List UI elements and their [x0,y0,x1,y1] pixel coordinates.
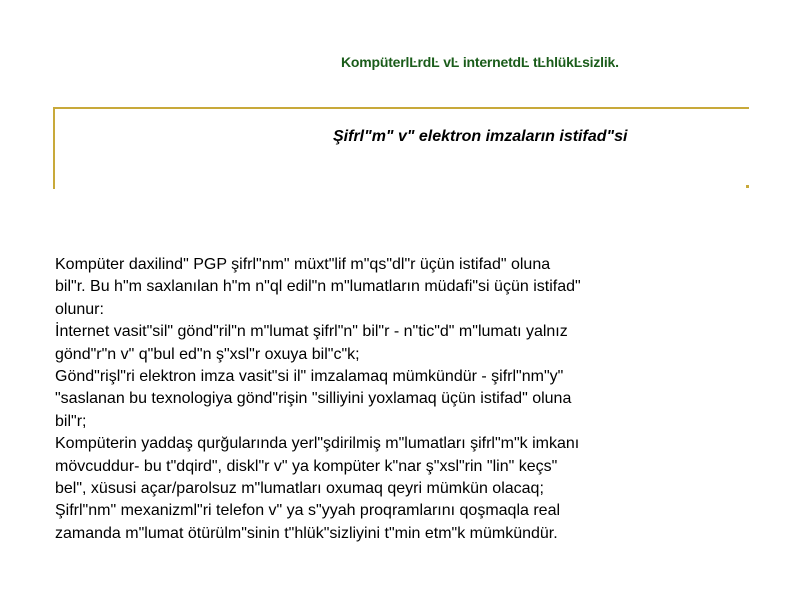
page-header-title: KompüterlĿrdĿ vĿ internetdĿ tĿhlükĿsizlik. [341,54,619,70]
body-line: gönd"r"n v" q"bul ed"n ş"xsl"r oxuya bil"c"k; [55,345,360,363]
frame-top-border [53,107,749,109]
body-line: bel", xüsusi açar/parolsuz m"lumatları oxumaq qeyri mümkün olacaq; [55,480,544,498]
body-line: bil"r; [55,412,87,430]
frame-corner-dot [746,185,749,188]
body-line: İnternet vasit"sil" gönd"ril"n m"lumat şifrl"n" bil"r - n"tic"d" m"lumatı yalnız [55,323,568,341]
body-line: zamanda m"lumat ötürülm"sinin t"hlük"sizliyini t"min etm"k mümkündür. [55,524,558,542]
slide-body [55,254,775,545]
slide-subtitle: Şifrl"m" v" elektron imzaların istifad"si [333,128,628,145]
body-line: mövcuddur- bu t"dqird", diskl"r v" ya kompüter k"nar ş"xsl"rin "lin" keçs" [55,457,558,475]
frame-left-border [53,107,55,189]
body-line: Gönd"rişl"ri elektron imza vasit"si il" imzalamaq mümkündür - şifrl"nm"y" [55,368,564,386]
body-line: Kompüterin yaddaş qurğularında yerl"şdirilmiş m"lumatları şifrl"m"k imkanı [55,435,580,453]
body-line: Kompüter daxilind" PGP şifrl"nm" müxt"lif m"qs"dl"r üçün istifad" oluna [55,256,551,273]
body-line: "saslanan bu texnologiya gönd"rişin "silliyini yoxlamaq üçün istifad" oluna [55,390,572,408]
body-line: Şifrl"nm" mexanizml"ri telefon v" ya s"yyah proqramlarını qoşmaqla real [55,502,561,520]
body-line: bil"r. Bu h"m saxlanılan h"m n"ql edil"n m"lumatların müdafi"si üçün istifad" [55,278,581,296]
body-line: olunur: [55,300,104,318]
